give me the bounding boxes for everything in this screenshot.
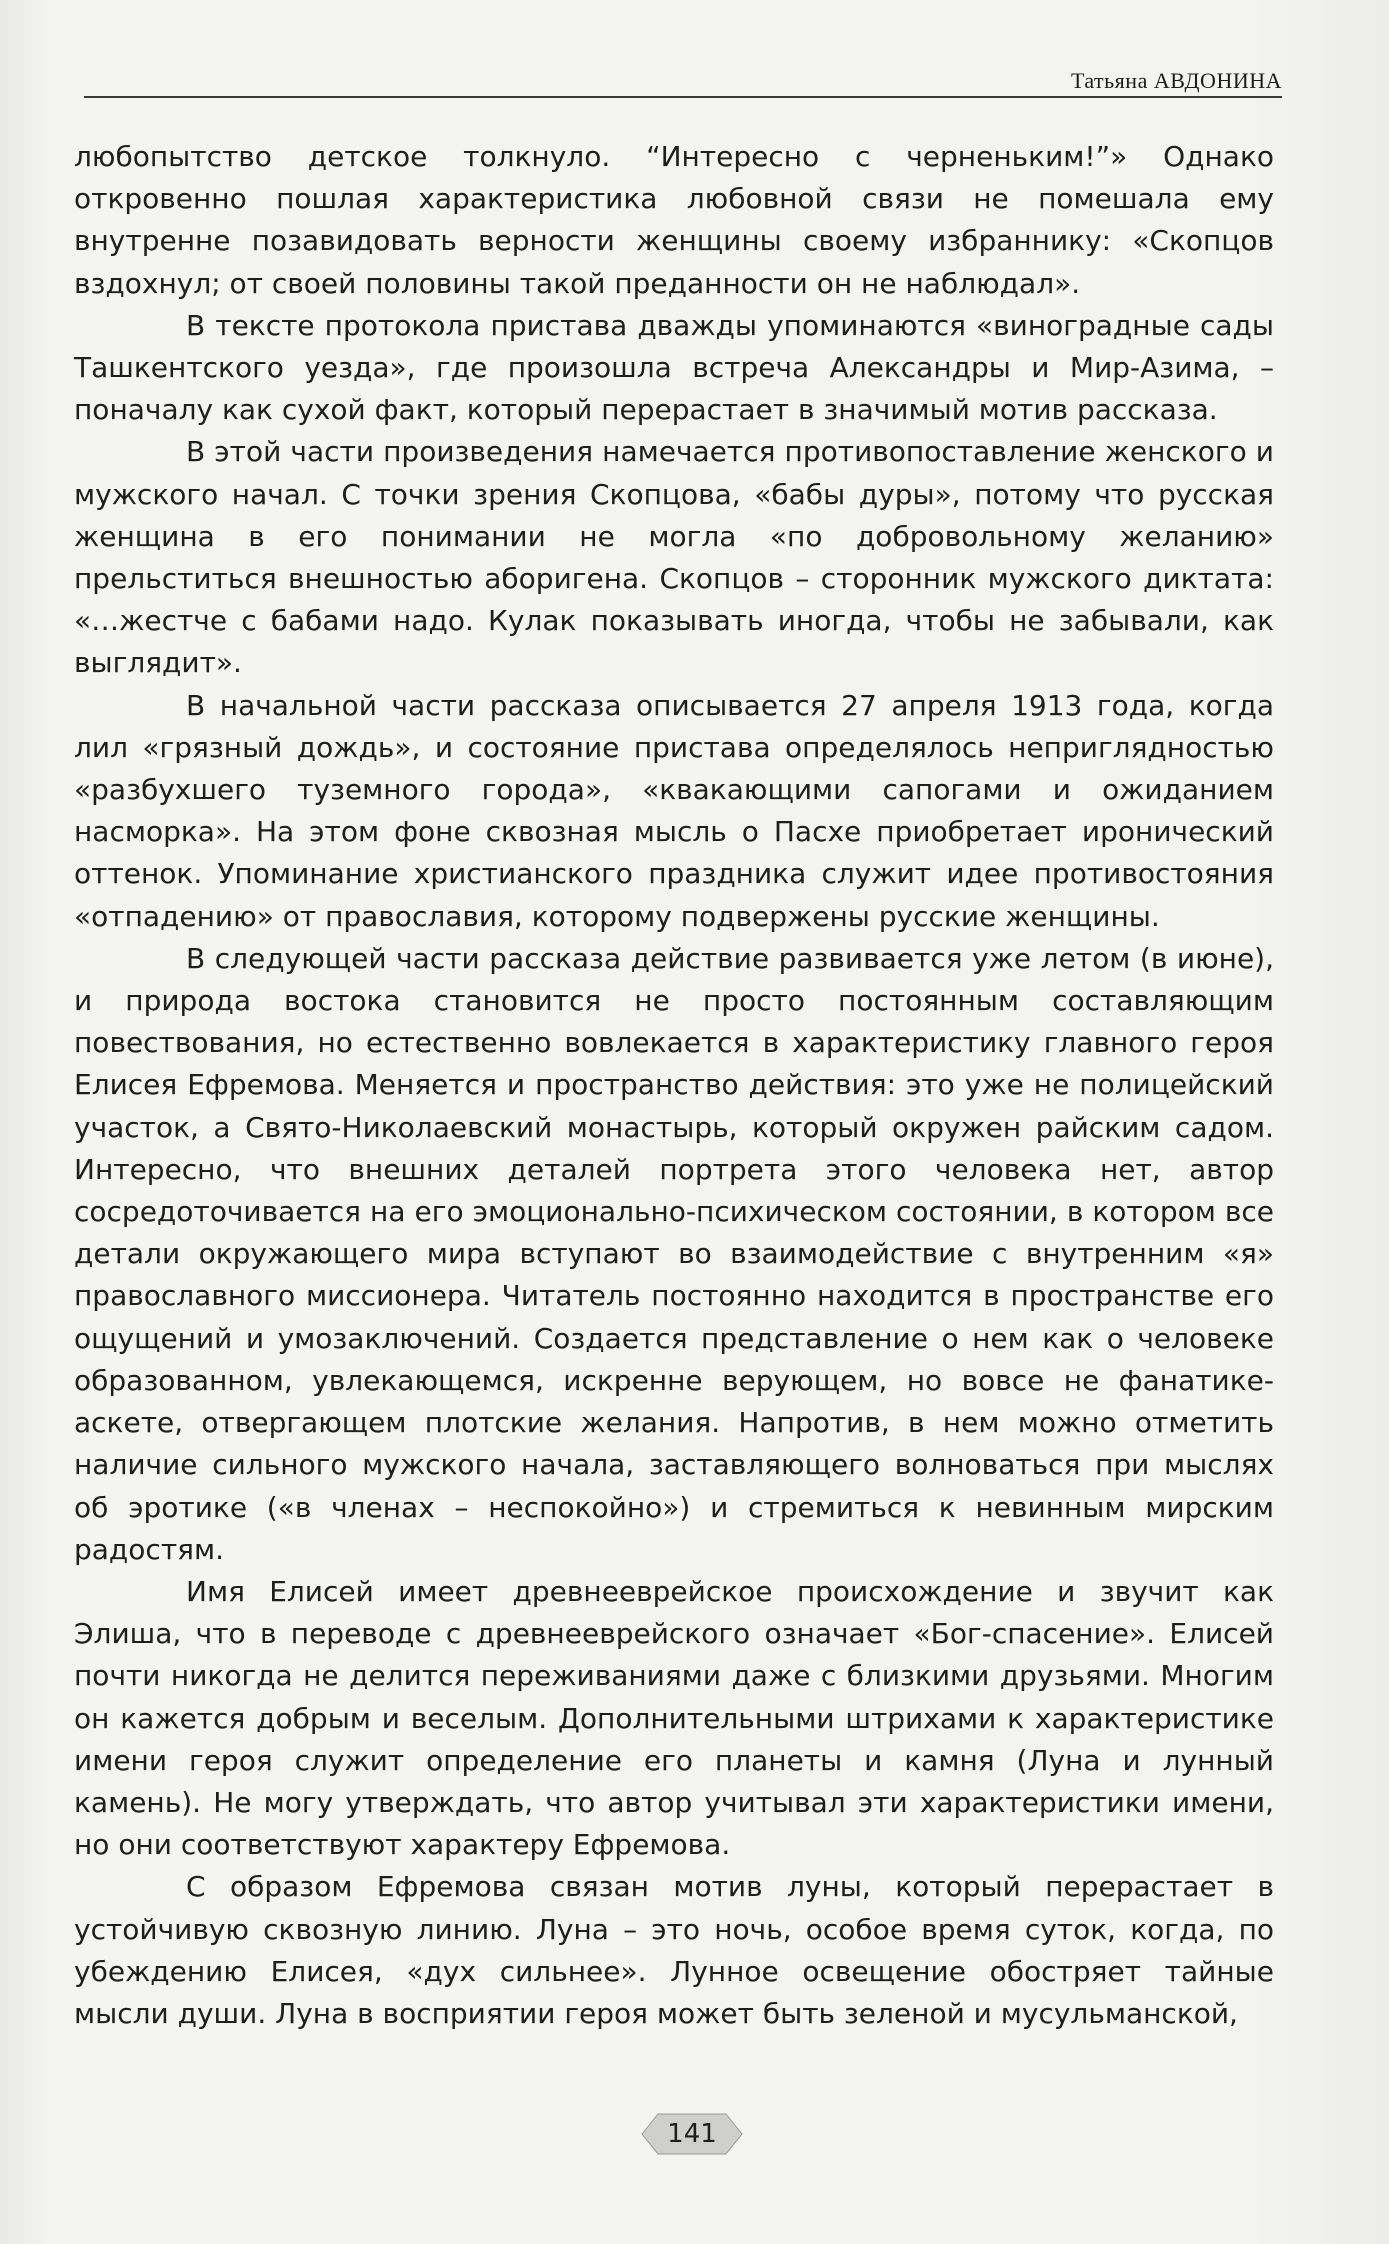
page-number [638, 2108, 746, 2160]
paragraph: В тексте протокола пристава дважды упоминаются «виноградные сады Ташкентского уезда», где произошла встреча Александры и Мир-Азима, – поначалу как сухой факт, который перерастает в значимый мотив рассказа. [74, 308, 1274, 427]
page-number-label: 141 [667, 2119, 717, 2149]
paragraph: В начальной части рассказа описывается 27 апреля 1913 года, когда лил «грязный дождь», и состояние пристава определялось неприглядностью «разбухшего туземного города», «квакающими сапогами и ожиданием насморка». На этом фоне сквозная мысль о Пасхе приобретает иронический оттенок. Упоминание христианского праздника служит идее противостояния «отпадению» от православия, которому подвержены русские женщины. [74, 688, 1274, 933]
paragraph: любопытство детское толкнуло. “Интересно с черненьким!”» Однако откровенно пошлая характеристика любовной связи не помешала ему внутренне позавидовать верности женщины своему избраннику: «Скопцов вздохнул; от своей половины такой преданности он не наблюдал». [74, 140, 1274, 300]
header-author: Татьяна АВДОНИНА [1070, 68, 1282, 93]
paragraph: Имя Елисей имеет древнееврейское происхождение и звучит как Элиша, что в переводе с древнееврейского означает «Бог-спасение». Елисей почти никогда не делится переживаниями даже с близкими друзьями. Многим он кажется добрым и веселым. Дополнительными штрихами к характеристике имени героя служит определение его планеты и камня (Луна и лунный камень). Не могу утверждать, что автор учитывал эти характеристики имени, но они соответствуют характеру Ефремова. [74, 1574, 1274, 1862]
body-text [74, 136, 1274, 2035]
paragraph: В этой части произведения намечается противопоставление женского и мужского начал. С точки зрения Скопцова, «бабы дуры», потому что русская женщина в его понимании не могла «по добровольному желанию» прельститься внешностью аборигена. Скопцов – сторонник мужского диктата: «…жестче с бабами надо. Кулак показывать иногда, чтобы не забывали, как выглядит». [74, 435, 1274, 680]
paragraph: С образом Ефремова связан мотив луны, который перерастает в устойчивую сквозную линию. Луна – это ночь, особое время суток, когда, по убеждению Елисея, «дух сильнее». Лунное освещение обостряет тайные мысли души. Луна в восприятии героя может быть зеленой и мусульманской, [74, 1870, 1274, 2030]
running-header [84, 62, 1282, 98]
paragraph: В следующей части рассказа действие развивается уже летом (в июне), и природа востока становится не просто постоянным составляющим повествования, но естественно вовлекается в характеристику главного героя Елисея Ефремова. Меняется и пространство действия: это уже не полицейский участок, а Свято-Николаевский монастырь, который окружен райским садом. Интересно, что внешних деталей портрета этого человека нет, автор сосредоточивается на его эмоционально-психическом состоянии, в котором все детали окружающего мира вступают во взаимодействие с внутренним «я» православного миссионера. Читатель постоянно находится в пространстве его ощущений и умозаключений. Создается представление о нем как о человеке образованном, увлекающемся, искренне верующем, но вовсе не фанатике-аскете, отвергающем плотские желания. Напротив, в нем можно отметить наличие сильного мужского начала, заставляющего волноваться при мыслях об эротике («в членах – неспокойно») и стремиться к невинным мирским радостям. [74, 941, 1274, 1566]
